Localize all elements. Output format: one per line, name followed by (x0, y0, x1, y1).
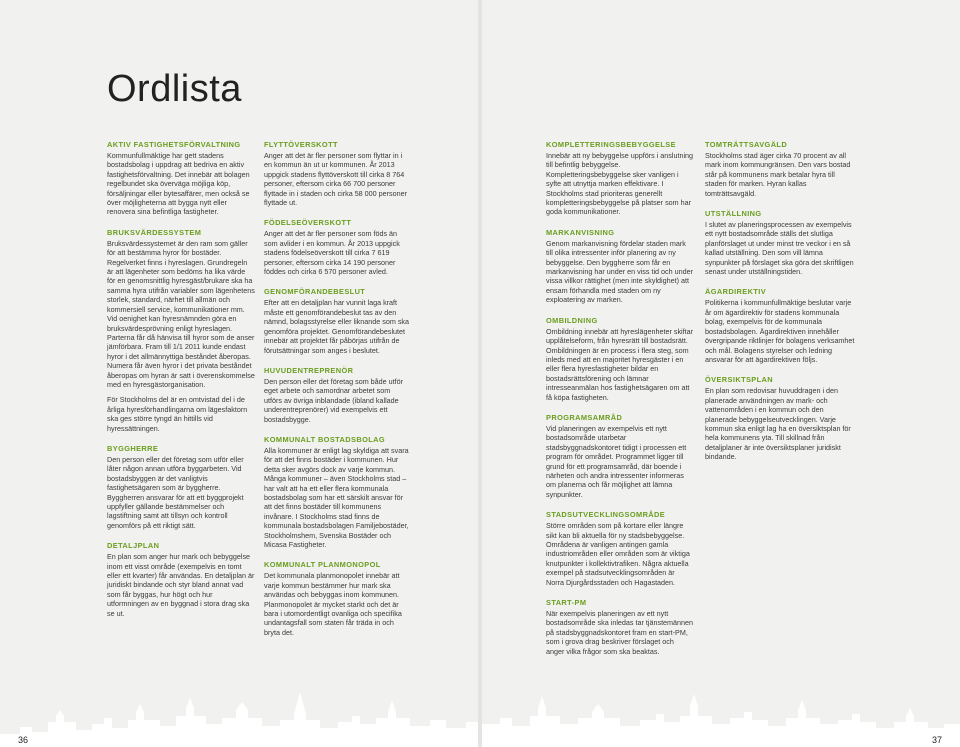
glossary-definition: Politikerna i kommunfullmäktige beslutar varje år om ägardirektiv för stadens kommunala bolag, exempelvis för de kommunala bostadsbolagen. Ägardirektiven innehåller övergripande riktlinjer för bolagens verksamhet och mål. Bolagens styrelser och ledning ansvarar för att ägardirektiven följs. (705, 298, 855, 364)
glossary-term: KOMPLETTERINGSBEBYGGELSE (546, 140, 676, 149)
glossary-definition: Ombildning innebär att hyreslägenheter skiftar upplåtelseform, från hyresrätt till bostadsrätt. Ombildningen är en process i flera steg, som inleds med att en majoritet hyresgäster i en eller flera hyresfastigheter bildar en bostadsrättsförening och lämnar intresseanmälan hos fastighetsägaren om att få köpa fastigheten. (546, 326, 694, 402)
glossary-entry (264, 435, 410, 549)
glossary-entry (546, 228, 694, 305)
glossary-term: GENOMFÖRANDEBESLUT (264, 287, 366, 297)
glossary-term: BRUKSVÄRDESSYSTEM (107, 227, 202, 237)
glossary-definition: Efter att en detaljplan har vunnit laga kraft måste ett genomförandebeslut tas av den nämnd, bolagsstyrelse eller liknande som ska genomföra projektet. Genomförandebeslutet innebär att projektet får påbörjas utifrån de förutsättningar som anges i beslutet. (264, 298, 410, 355)
glossary-column-4 (705, 140, 855, 473)
glossary-definition: När exempelvis planeringen av ett nytt bostadsområde ska inledas tar tjänstemännen på stadsbyggnadskontoret fram en start-PM, som i grova drag beskriver förslaget och anger vilka frågor som ska beaktas. (546, 609, 694, 656)
city-skyline-illustration (0, 672, 960, 747)
glossary-entry (546, 140, 694, 217)
glossary-entry (546, 598, 694, 656)
glossary-definition: En plan som redovisar huvuddragen i den planerade användningen av mark- och vattenområden i en kommun och den planerade bebyggelseutvecklingen. Varje kommun ska enligt lag ha en översiktsplan för hela kommunens yta. Till skillnad från detaljplaner är inte översiktsplaner juridiskt bindande. (705, 386, 851, 462)
glossary-term: KOMMUNALT PLANMONOPOL (264, 560, 381, 570)
page-title: Ordlista (107, 68, 242, 110)
glossary-definition: Stockholms stad äger cirka 70 procent av all mark inom kommungränsen. Den vars bostad står på kommunens mark betalar hyra till staden för marken. Hyran kallas tomträttsavgäld. (705, 151, 851, 198)
glossary-entry (546, 510, 694, 587)
glossary-definition: För Stockholms del är en omtvistad del i de årliga hyresförhandlingarna om lägesfaktorn ska ges större tyngd än hittills vid hyressättningen. (107, 395, 248, 433)
glossary-term: PROGRAMSAMRÅD (546, 412, 623, 422)
glossary-entry (107, 541, 255, 618)
glossary-column-3 (546, 140, 694, 667)
glossary-entry (264, 287, 410, 354)
glossary-term: UTSTÄLLNING (705, 209, 762, 219)
glossary-term: START-PM (546, 598, 587, 608)
glossary-entry (546, 316, 694, 402)
glossary-entry (705, 287, 855, 364)
glossary-entry (264, 366, 410, 424)
glossary-term: ÄGARDIREKTIV (705, 287, 767, 297)
glossary-entry (107, 228, 255, 433)
glossary-definition: Den person eller det företag som utför eller låter någon annan utföra byggarbeten. Vid bostadsbyggen är det vanligtvis fastighetsägaren som är byggherre. Byggherren ansvarar för att ett byggprojekt uppfyller gällande bestämmelser och lagstiftning samt att tillsyn och kontroll genomförs på ett riktigt sätt. (107, 454, 244, 530)
glossary-definition: Bruksvärdessystemet är den ram som gäller för att bestämma hyror för bostäder. Regelverket finns i hyreslagen. Grundregeln är att lägenheter som bedöms ha lika värde för en genomsnittlig hyresgäst/brukare ska ha samma hyra utifrån variabler som lägenhetens storlek, standard, närhet till allmän och kommersiell service, kommunikationer mm. Vid oenighet kan hyresnämnden göra en bruksvärdesprövning enligt hyreslagen. Parterna får då hänvisa till hyror som de anser jämförbara. Fram till 1/1 2011 kunde endast hyror i det allmännyttiga beståndet åberopas. Numera får även hyror i det privata beståndet åberopas om hyran är satt i överenskommelse med en hyresgästorganisation. (107, 238, 255, 389)
glossary-entry (264, 140, 410, 207)
glossary-definition: Anger att det är fler personer som flyttar in i en kommun än ut ur kommunen. År 2013 uppgick stadens flyttöverskott till cirka 8 764 personer, eftersom cirka 66 700 personer flyttade in i staden och cirka 58 000 personer flyttade ut. (264, 151, 408, 208)
glossary-definition: Alla kommuner är enligt lag skyldiga att svara för att det finns bostäder i kommunen. Hur detta sker avgörs dock av varje kommun. Många kommuner – även Stockholms stad – har valt att ha ett eller flera kommunala bostadsbolag som har ett särskilt ansvar för att det finns bostäder till kommunens invånare. I Stockholms stad finns de kommunala bostadsbolagen Familjebostäder, Stockholmshem, Svenska Bostäder och Micasa Fastigheter. (264, 445, 409, 549)
glossary-term: TOMTRÄTTSAVGÄLD (705, 140, 788, 149)
glossary-definition: Större områden som på kortare eller längre sikt kan bli aktuella för ny stadsbebyggelse. Områdena är vanligen antingen gamla industriområden eller områden som är viktiga knutpunkter i kollektivtrafiken. Några aktuella exempel på stadsutvecklingsområden är Norra Djurgårdsstaden och Hagastaden. (546, 521, 690, 587)
glossary-term: BYGGHERRE (107, 443, 159, 453)
glossary-term: HUVUDENTREPRENÖR (264, 365, 354, 375)
glossary-definition: Den person eller det företag som både utför eget arbete och samordnar arbetet som utförs av övriga inblandade (ibland kallade underentreprenörer) vid exempelvis ett bostadsbygge. (264, 376, 404, 424)
glossary-definition: Innebär att ny bebyggelse uppförs i anslutning till befintlig bebyggelse. Kompletteringsbebyggelse sker vanligen i syfte att utnyttja marken effektivare. I Stockholms stad prioriteras generellt kompletteringsbebyggelse på platser som har goda kommunikationer. (546, 151, 694, 217)
page-number-right: 37 (931, 735, 942, 745)
glossary-term: AKTIV FASTIGHETSFÖRVALTNING (107, 140, 241, 149)
glossary-entry (705, 209, 855, 276)
glossary-column-2 (264, 140, 410, 648)
glossary-definition: Genom markanvisning fördelar staden mark till olika intressenter inför planering av ny bebyggelse. Den byggherre som får en markanvisning har under en viss tid och under vissa villkor rättighet (men inte skyldighet) att ensam förhandla med staden om ny exploatering av marken. (546, 238, 694, 305)
glossary-term: DETALJPLAN (107, 541, 160, 551)
glossary-term: FÖDELSEÖVERSKOTT (264, 218, 352, 228)
glossary-definition: Vid planeringen av exempelvis ett nytt bostadsområde utarbetar stadsbyggnadskontoret tidigt i processen ett program för området. Programmet ligger till grund för ett programsamråd, där boende i närheten och andra intressenter informeras om planerna och får möjlighet att lämna synpunkter. (546, 423, 687, 499)
glossary-term: OMBILDNING (546, 315, 598, 325)
glossary-definition: I slutet av planeringsprocessen av exempelvis ett nytt bostadsområde ställs det slutliga planförslaget ut under minst tre veckor i en så kallad utställning. Den som vill lämna synpunkter på förslaget ska göra det skriftligen senast under utställningstiden. (705, 220, 854, 277)
page-number-left: 36 (18, 735, 29, 745)
glossary-term: STADSUTVECKLINGSOMRÅDE (546, 510, 666, 520)
glossary-entry (107, 444, 255, 530)
glossary-entry (546, 413, 694, 499)
glossary-term: MARKANVISNING (546, 227, 615, 237)
glossary-definition: Kommunfullmäktige har gett stadens bostadsbolag i uppdrag att bedriva en aktiv fastighetsförvaltning. Det innebär att bolagen regelbundet ska överväga möjliga köp, försäljningar eller bytesaffärer, men också se över möjligheterna att bygga nytt eller renovera sina befintliga fastigheter. (107, 151, 250, 217)
glossary-entry (264, 218, 410, 276)
glossary-entry (705, 375, 855, 461)
glossary-term: FLYTTÖVERSKOTT (264, 140, 338, 149)
glossary-term: KOMMUNALT BOSTADSBOLAG (264, 434, 386, 444)
glossary-column-1 (107, 140, 255, 629)
glossary-definition: Det kommunala planmonopolet innebär att varje kommun bestämmer hur mark ska användas och bebyggas inom kommunen. Planmonopolet är mycket starkt och det är bara i utomordentligt ovanliga och specifika undantagsfall som staten får träda in och bryta det. (264, 571, 402, 637)
glossary-term: ÖVERSIKTSPLAN (705, 375, 774, 385)
glossary-entry (107, 140, 255, 217)
glossary-entry (264, 560, 410, 637)
glossary-definition: Anger att det är fler personer som föds än som avlider i en kommun. År 2013 uppgick stadens födelseöverskott till cirka 7 619 personer, eftersom cirka 14 190 personer föddes och cirka 6 570 personer avled. (264, 229, 400, 277)
glossary-definition: En plan som anger hur mark och bebyggelse inom ett visst område (exempelvis en tomt eller ett kvarter) får användas. En detaljplan är juridiskt bindande och styr bland annat vad som får byggas, hur högt och hur utformningen av en byggnad i stora drag ska se ut. (107, 552, 255, 618)
glossary-entry (705, 140, 855, 198)
